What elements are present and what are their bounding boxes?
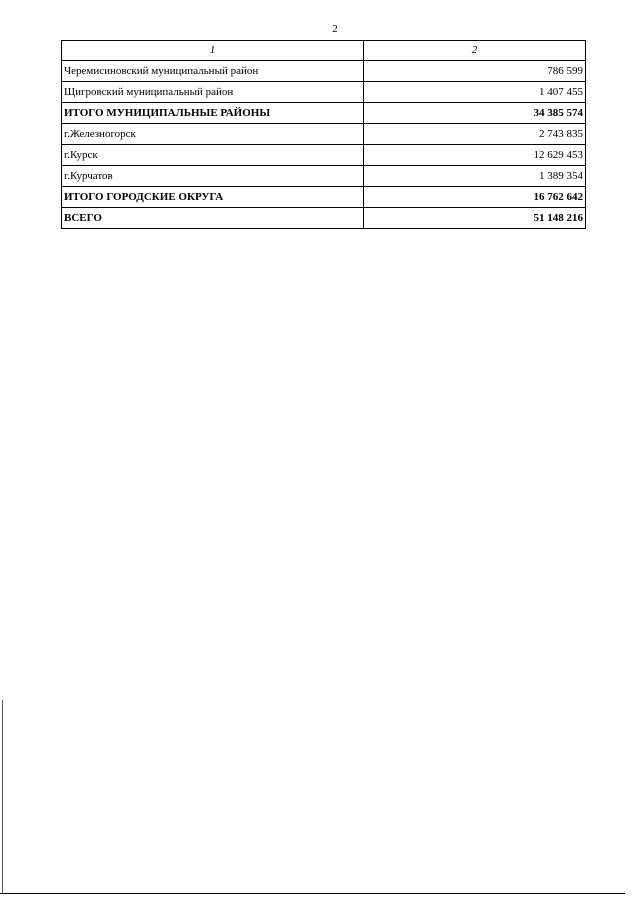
row-name: Щигровский муниципальный район: [62, 82, 364, 103]
page-number: 2: [332, 23, 338, 35]
row-value: 34 385 574: [364, 103, 586, 124]
grand-total-row: [62, 208, 586, 229]
data-table: [61, 40, 586, 229]
column-header-1: 1: [62, 41, 364, 61]
row-name: ВСЕГО: [62, 208, 364, 229]
row-value: 2 743 835: [364, 124, 586, 145]
total-row: [62, 187, 586, 208]
column-header-2: 2: [364, 41, 586, 61]
table-row: [62, 166, 586, 187]
scan-bottom-edge: [0, 893, 625, 894]
row-name: ИТОГО МУНИЦИПАЛЬНЫЕ РАЙОНЫ: [62, 103, 364, 124]
row-value: 16 762 642: [364, 187, 586, 208]
table-row: [62, 82, 586, 103]
table-row: [62, 145, 586, 166]
row-name: г.Курск: [62, 145, 364, 166]
table-row: [62, 61, 586, 82]
table-header: [62, 41, 586, 61]
row-value: 51 148 216: [364, 208, 586, 229]
scan-margin-line: [2, 700, 3, 893]
row-value: 1 407 455: [364, 82, 586, 103]
total-row: [62, 103, 586, 124]
row-value: 786 599: [364, 61, 586, 82]
row-name: г.Железногорск: [62, 124, 364, 145]
row-value: 1 389 354: [364, 166, 586, 187]
row-name: г.Курчатов: [62, 166, 364, 187]
table-header-row: [62, 41, 586, 61]
table-row: [62, 124, 586, 145]
row-name: ИТОГО ГОРОДСКИЕ ОКРУГА: [62, 187, 364, 208]
row-name: Черемисиновский муниципальный район: [62, 61, 364, 82]
row-value: 12 629 453: [364, 145, 586, 166]
